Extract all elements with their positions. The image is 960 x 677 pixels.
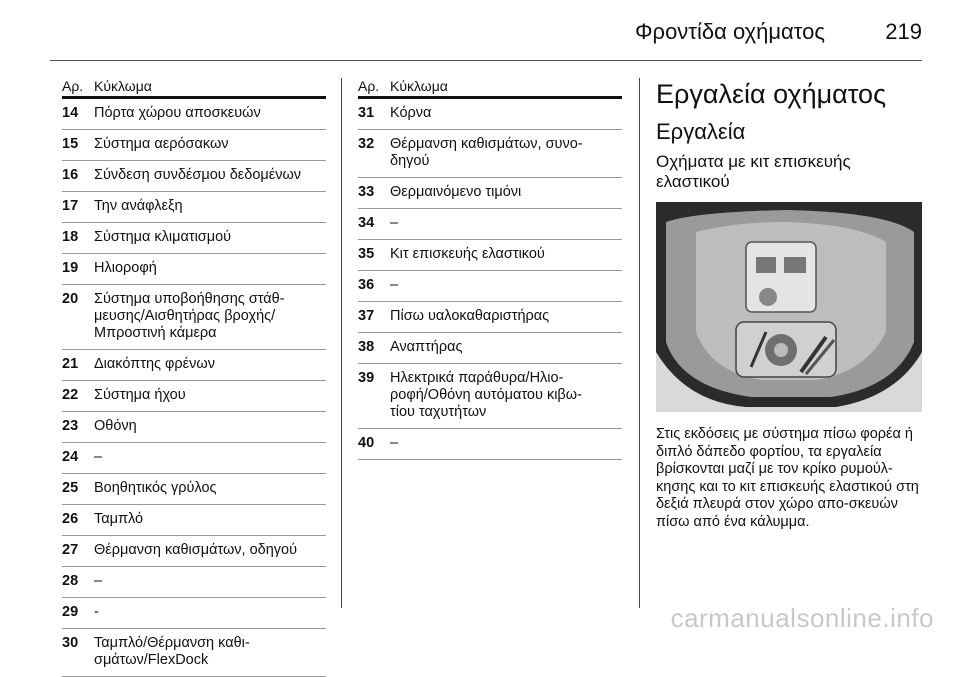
fuse-number: 40 xyxy=(358,435,375,451)
fuse-number: 37 xyxy=(358,308,375,324)
table-row xyxy=(62,285,326,350)
table-row xyxy=(62,505,326,536)
fuse-number: 19 xyxy=(62,260,79,276)
table-row xyxy=(358,271,622,302)
table-row xyxy=(358,333,622,364)
fuse-number: 39 xyxy=(358,370,375,386)
table-row xyxy=(62,629,326,677)
header-title: Φροντίδα οχήματος xyxy=(635,19,825,44)
circuit-name: Ταμπλό/Θέρμανση καθι- σμάτων/FlexDock xyxy=(94,635,250,668)
table-row xyxy=(62,474,326,505)
column-header-number: Αρ. xyxy=(62,78,84,94)
circuit-name: Θέρμανση καθισμάτων, οδηγού xyxy=(94,542,298,558)
circuit-name: – xyxy=(94,573,103,589)
table-row xyxy=(62,192,326,223)
fuse-number: 22 xyxy=(62,387,79,403)
tire-repair-kit-image xyxy=(656,202,922,412)
table-row xyxy=(358,429,622,460)
table-row xyxy=(62,443,326,474)
fuse-number: 31 xyxy=(358,105,375,121)
fuse-number: 16 xyxy=(62,167,79,183)
column-header-number: Αρ. xyxy=(358,78,380,94)
circuit-name: Θέρμανση καθισμάτων, συνο- δηγού xyxy=(390,136,583,169)
circuit-name: – xyxy=(390,277,399,293)
circuit-name: – xyxy=(390,215,399,231)
table-row xyxy=(358,130,622,178)
section-subheading: Οχήματα με κιτ επισκευής ελαστικού xyxy=(656,152,851,191)
circuit-name: - xyxy=(94,604,99,620)
circuit-name: Ηλιοροφή xyxy=(94,260,157,276)
fuse-number: 32 xyxy=(358,136,375,152)
fuse-number: 26 xyxy=(62,511,79,527)
fuse-number: 28 xyxy=(62,573,79,589)
circuit-name: Ταμπλό xyxy=(94,511,144,527)
circuit-name: Ηλεκτρικά παράθυρα/Ηλιο- ροφή/Οθόνη αυτόματου κιβω- τίου ταχυτήτων xyxy=(390,370,582,420)
fuse-number: 17 xyxy=(62,198,79,214)
circuit-name: Σύστημα υποβοήθησης στάθ- μευσης/Αισθητήρας βροχής/ Μπροστινή κάμερα xyxy=(94,291,285,341)
fuse-number: 29 xyxy=(62,604,79,620)
table-body-left xyxy=(62,99,326,677)
circuit-name: Οθόνη xyxy=(94,418,137,434)
circuit-name: Σύστημα κλιματισμού xyxy=(94,229,232,245)
table-row xyxy=(62,130,326,161)
table-row xyxy=(62,598,326,629)
fuse-number: 30 xyxy=(62,635,79,651)
table-body-right xyxy=(358,99,622,460)
circuit-name: – xyxy=(390,435,399,451)
table-row xyxy=(62,381,326,412)
circuit-name: Θερμαινόμενο τιμόνι xyxy=(390,184,522,200)
table-header xyxy=(62,78,326,99)
section-body-text: Στις εκδόσεις με σύστημα πίσω φορέα ή διπλό δάπεδο φορτίου, τα εργαλεία βρίσκονται μαζί με τον κρίκο ρυμούλ-κησης και το κιτ επισκευής ελαστικού στη δεξιά πλευρά στον χώρο απο-σκευών πίσω από ένα κάλυμμα. xyxy=(656,426,919,530)
page-number: 219 xyxy=(885,19,922,44)
circuit-name: Κιτ επισκευής ελαστικού xyxy=(390,246,545,262)
circuit-name: Σύνδεση συνδέσμου δεδομένων xyxy=(94,167,302,183)
circuit-name: Αναπτήρας xyxy=(390,339,463,355)
table-row xyxy=(62,567,326,598)
column-header-circuit: Κύκλωμα xyxy=(390,78,448,94)
header-rule xyxy=(50,60,922,61)
fuse-number: 15 xyxy=(62,136,79,152)
table-row xyxy=(358,178,622,209)
vehicle-tools-section xyxy=(656,78,922,531)
fuse-number: 18 xyxy=(62,229,79,245)
circuit-name: Βοηθητικός γρύλος xyxy=(94,480,217,496)
fuse-number: 14 xyxy=(62,105,79,121)
circuit-name: Διακόπτης φρένων xyxy=(94,356,215,372)
table-row xyxy=(358,240,622,271)
table-row xyxy=(62,99,326,130)
fuse-number: 23 xyxy=(62,418,79,434)
column-divider xyxy=(341,78,342,608)
fuse-number: 27 xyxy=(62,542,79,558)
circuit-name: Την ανάφλεξη xyxy=(94,198,183,214)
fuse-table-right xyxy=(358,78,622,460)
circuit-name: Πίσω υαλοκαθαριστήρας xyxy=(390,308,550,324)
table-row xyxy=(358,99,622,130)
fuse-number: 24 xyxy=(62,449,79,465)
table-row xyxy=(62,350,326,381)
table-row xyxy=(358,364,622,429)
table-row xyxy=(358,209,622,240)
table-row xyxy=(62,161,326,192)
fuse-number: 34 xyxy=(358,215,375,231)
fuse-table-left xyxy=(62,78,326,677)
fuse-number: 36 xyxy=(358,277,375,293)
column-divider xyxy=(639,78,640,608)
table-header xyxy=(358,78,622,99)
table-row xyxy=(358,302,622,333)
circuit-name: Πόρτα χώρου αποσκευών xyxy=(94,105,261,121)
table-row xyxy=(62,254,326,285)
section-subtitle: Εργαλεία xyxy=(656,119,746,144)
table-row xyxy=(62,536,326,567)
fuse-number: 38 xyxy=(358,339,375,355)
fuse-number: 21 xyxy=(62,356,79,372)
page-header xyxy=(0,0,960,62)
fuse-number: 25 xyxy=(62,480,79,496)
fuse-number: 20 xyxy=(62,291,79,307)
table-row xyxy=(62,412,326,443)
circuit-name: – xyxy=(94,449,103,465)
fuse-number: 35 xyxy=(358,246,375,262)
fuse-number: 33 xyxy=(358,184,375,200)
watermark: carmanualsonline.info xyxy=(670,603,934,633)
circuit-name: Σύστημα αερόσακων xyxy=(94,136,229,152)
column-header-circuit: Κύκλωμα xyxy=(94,78,152,94)
section-title: Εργαλεία οχήματος xyxy=(656,79,887,109)
table-row xyxy=(62,223,326,254)
circuit-name: Σύστημα ήχου xyxy=(94,387,186,403)
circuit-name: Κόρνα xyxy=(390,105,432,121)
